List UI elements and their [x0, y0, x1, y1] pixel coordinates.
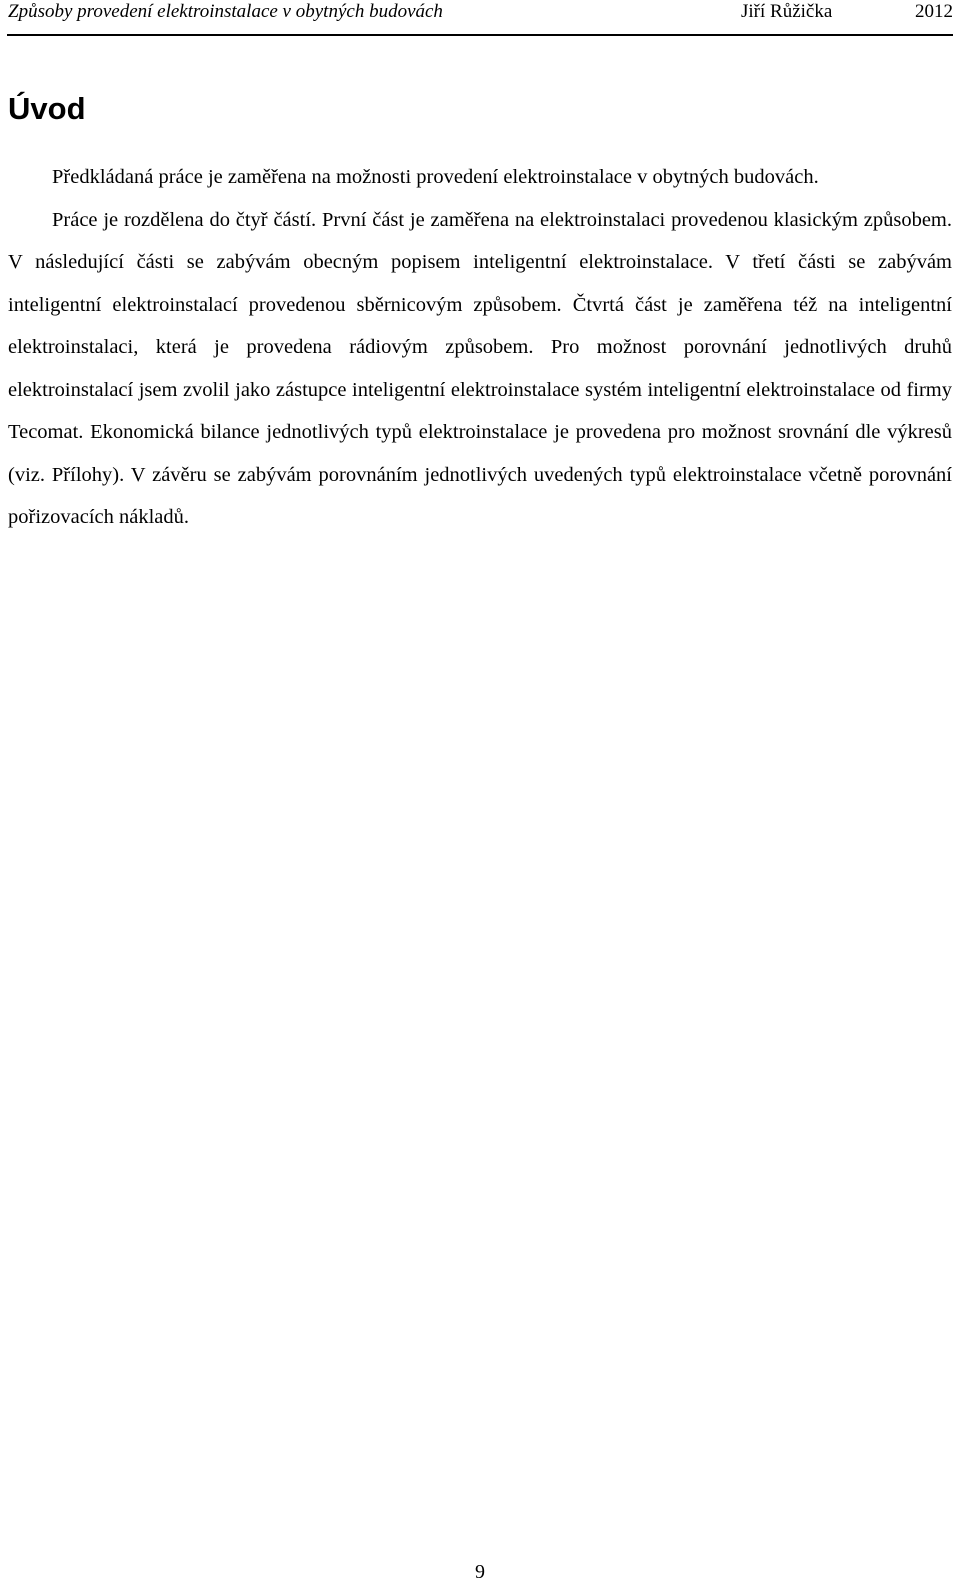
paragraph-intro: Předkládaná práce je zaměřena na možnosti provedení elektroinstalace v obytných budovách.: [52, 166, 819, 188]
paragraph-structure: Práce je rozdělena do čtyř částí. První část je zaměřena na elektroinstalaci provedenou klasickým způsobem. V následující části se zabývám obecným popisem inteligentní elektroinstalace. V třetí části se zabývám inteligentní elektroinstalací provedenou sběrnicovým způsobem. Čtvrtá část je zaměřena též na inteligentní elektroinstalaci, která je provedena rádiovým způsobem. Pro možnost porovnání jednotlivých druhů elektroinstalací jsem zvolil jako zástupce inteligentní elektroinstalace systém inteligentní elektroinstalace od firmy Tecomat. Ekonomická bilance jednotlivých typů elektroinstalace je provedena pro možnost srovnání dle výkresů (viz. Přílohy). V závěru se zabývám porovnáním jednotlivých uvedených typů elektroinstalace včetně porovnání pořizovacích nákladů.: [8, 208, 952, 528]
document-title: Způsoby provedení elektroinstalace v obytných budovách: [8, 1, 443, 22]
author-name: Jiří Růžička: [741, 1, 833, 22]
publication-year: 2012: [915, 1, 953, 22]
running-header: [7, 0, 953, 36]
body-text: [8, 156, 952, 539]
page-number: 9: [475, 1561, 485, 1583]
section-heading: Úvod: [8, 91, 86, 126]
